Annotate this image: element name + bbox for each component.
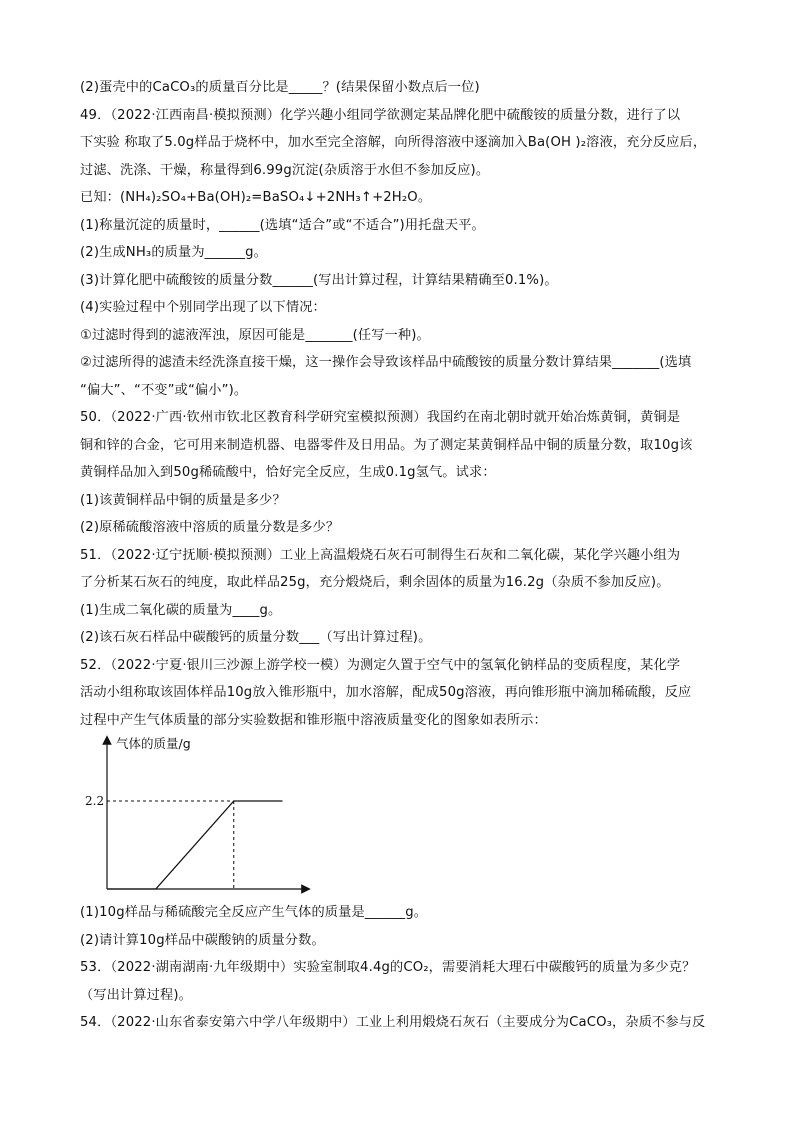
y-tick-label: 2.2 [85,794,105,808]
q49-part3: (3)计算化肥中硫酸铵的质量分数______(写出计算过程，计算结果精确至0.1%)。 [80,272,558,288]
q49-part4-item2-line1: ②过滤所得的滤渣未经洗涤直接干燥，这一操作会导致该样品中硫酸铵的质量分数计算结果_______(选填 [80,355,692,370]
q52-intro-line3: 过程中产生气体质量的部分实验数据和锥形瓶中溶液质量变化的图象如表所示： [80,712,547,728]
q49-intro-line2: 下实验 称取了5.0g样品于烧杯中，加水至完全溶解，向所得溶液中逐滴加入Ba(OH )₂溶液，充分反应后， [80,135,707,150]
y-axis-label: 气体的质量/g [116,736,191,751]
q48-part2: (2)蛋壳中的CaCO₃的质量百分比是_____？(结果保留小数点后一位) [80,80,480,95]
q53-line1: 53．（2022·湖南湖南·九年级期中）实验室制取4.4g的CO₂，需要消耗大理石中碳酸钙的质量为多少克？ [80,960,696,975]
q50-intro-line2: 铜和锌的合金，它可用来制造机器、电器零件及日用品。为了测定某黄铜样品中铜的质量分数，取10g该 [80,437,693,453]
q49-known-equation: 已知：(NH₄)₂SO₄+Ba(OH)₂=BaSO₄↓+2NH₃↑+2H₂O。 [80,190,432,205]
q49-intro-line3: 过滤、洗涤、干燥，称量得到6.99g沉淀(杂质溶于水但不参加反应)。 [80,162,490,178]
gas-mass-series-line [107,801,283,889]
q51-intro-line2: 了分析某石灰石的纯度，取此样品25g，充分煅烧后，剩余固体的质量为16.2g（杂质不参加反应)。 [80,575,670,590]
q50-intro-line1: 50．（2022·广西·钦州市钦北区教育科学研究室模拟预测）我国约在南北朝时就开始冶炼黄铜，黄铜是 [80,410,681,425]
gas-mass-chart-svg [80,734,380,899]
q49-intro-line1: 49．（2022·江西南昌·模拟预测）化学兴趣小组同学欲测定某品牌化肥中硫酸铵的质量分数，进行了以 [80,107,681,123]
q49-part4-item1: ①过滤时得到的滤液浑浊，原因可能是_______(任写一种)。 [80,327,430,343]
q49-part4: (4)实验过程中个别同学出现了以下情况： [80,300,326,315]
q52-part2: (2)请计算10g样品中碳酸钠的质量分数。 [80,932,325,948]
gas-mass-chart [80,734,728,899]
q51-part2: (2)该石灰石样品中碳酸钙的质量分数___（写出计算过程)。 [80,630,432,645]
q50-intro-line3: 黄铜样品加入到50g稀硫酸中，恰好完全反应，生成0.1g氢气。试求： [80,465,496,480]
q54-line1: 54．（2022·山东省泰安第六中学八年级期中）工业上利用煅烧石灰石（主要成分为CaCO₃，杂质不参与反 [80,1015,706,1030]
q50-part2: (2)原稀硫酸溶液中溶质的质量分数是多少？ [80,520,340,535]
q50-part1: (1)该黄铜样品中铜的质量是多少？ [80,492,286,508]
worksheet-page [80,74,728,1037]
q52-intro-line1: 52．（2022·宁夏·银川三沙源上游学校一模）为测定久置于空气中的氢氧化钠样品的变质程度，某化学 [80,657,681,673]
q51-part1: (1)生成二氧化碳的质量为____g。 [80,602,282,618]
q49-part2: (2)生成NH₃的质量为______g。 [80,245,267,260]
q53-line2: （写出计算过程)。 [80,987,192,1003]
q49-part1: (1)称量沉淀的质量时，______(选填“适合”或“不适合”)用托盘天平。 [80,217,485,233]
q51-intro-line1: 51．（2022·辽宁抚顺·模拟预测）工业上高温煅烧石灰石可制得生石灰和二氧化碳，某化学兴趣小组为 [80,547,681,563]
q52-intro-line2: 活动小组称取该固体样品10g放入锥形瓶中，加水溶解，配成50g溶液，再向锥形瓶中滴加稀硫酸，反应 [80,685,692,700]
q52-part1: (1)10g样品与稀硫酸完全反应产生气体的质量是______g。 [80,905,428,920]
q49-part4-item2-line2: “偏大”、“不变”或“偏小”)。 [80,382,248,398]
